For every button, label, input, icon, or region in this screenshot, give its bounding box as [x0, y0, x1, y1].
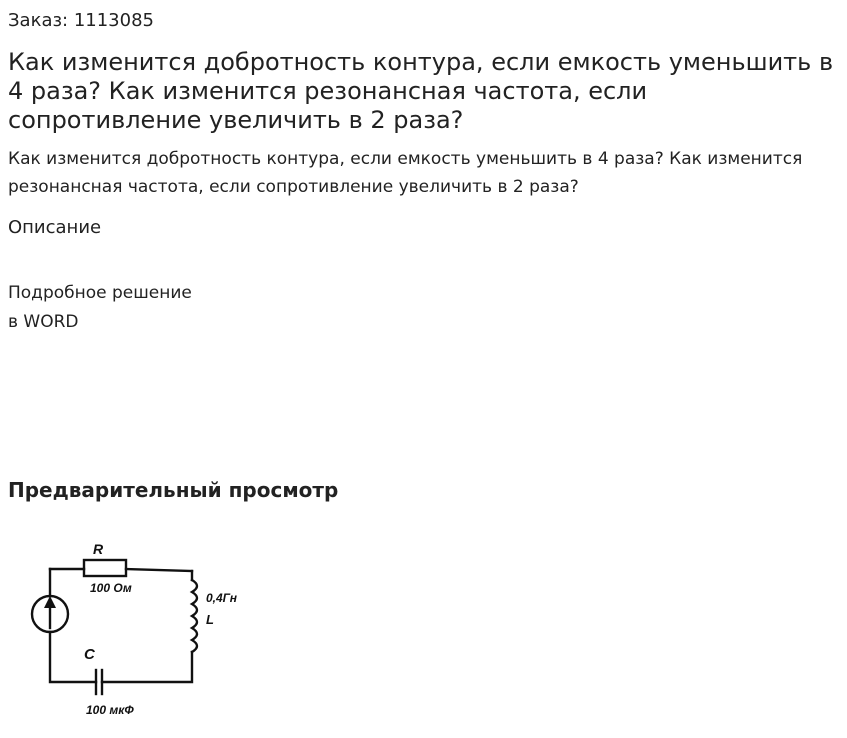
- wire-top-right: [126, 569, 192, 571]
- description-heading: Описание: [8, 217, 102, 238]
- circuit-diagram: [20, 532, 260, 722]
- wire-right-bottom: [102, 652, 192, 682]
- order-number: Заказ: 1113085: [8, 10, 154, 31]
- problem-description: Как изменится добротность контура, если емкость уменьшить в 4 раза? Как изменится резонансная частота, если сопротивление увеличить в 2 раза?: [8, 149, 803, 197]
- preview-heading: Предварительный просмотр: [8, 478, 339, 502]
- page-title: Как изменится добротность контура, если емкость уменьшить в 4 раза? Как изменится резонансная частота, если сопротивление увеличить в 2 раза?: [8, 48, 834, 134]
- source-arrow-icon: [44, 596, 56, 608]
- resistor-value: 100 Ом: [90, 581, 132, 595]
- inductor-label: L: [206, 612, 214, 627]
- inductor-value: 0,4Гн: [206, 591, 237, 605]
- resistor-label: R: [93, 541, 104, 557]
- solution-line-1: Подробное решение: [8, 283, 192, 303]
- solution-info: [8, 279, 192, 337]
- solution-line-2: в WORD: [8, 312, 79, 332]
- capacitor-label: C: [84, 646, 95, 663]
- capacitor-value: 100 мкФ: [86, 703, 134, 717]
- resistor: [84, 560, 126, 576]
- inductor: [192, 580, 197, 652]
